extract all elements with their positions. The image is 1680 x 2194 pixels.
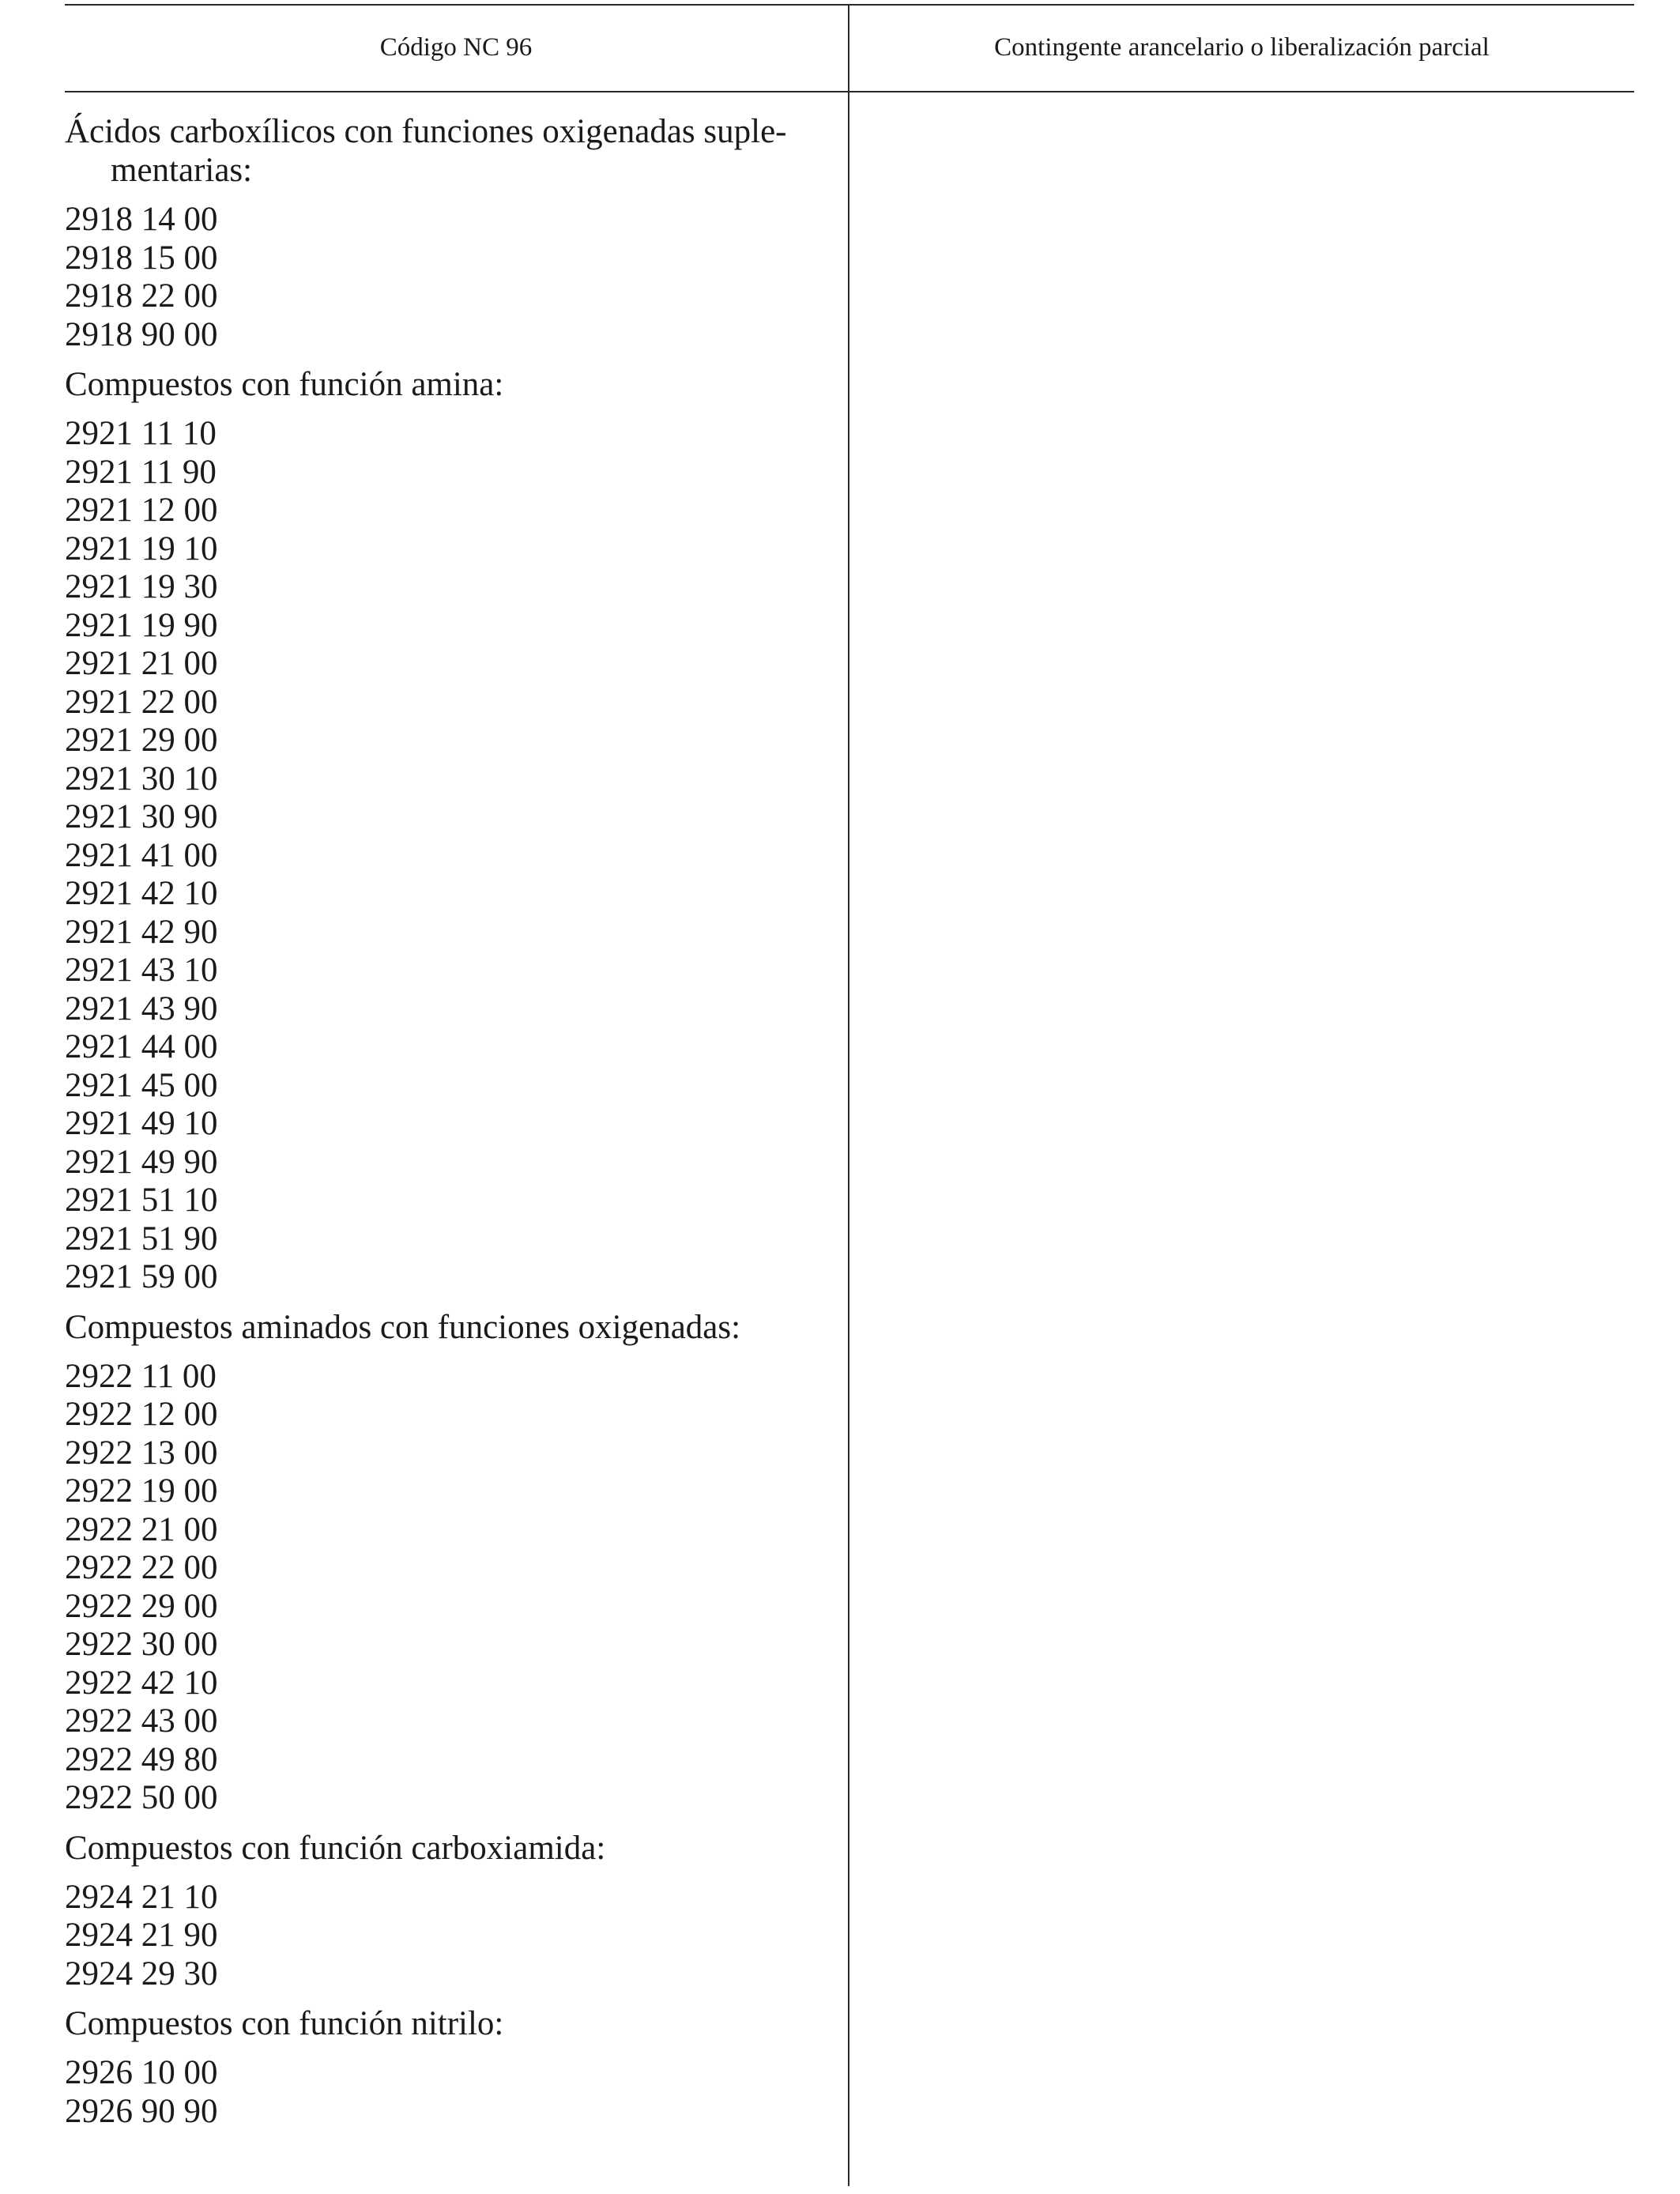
code-item: 2926 90 90	[65, 2092, 218, 2130]
section-title: Compuestos con función nitrilo:	[65, 2005, 504, 2042]
code-item: 2921 30 10	[65, 760, 218, 797]
code-item: 2918 90 00	[65, 315, 218, 353]
section-aminated-oxygenated	[65, 1308, 839, 1818]
code-item: 2922 21 00	[65, 1510, 218, 1548]
code-item: 2922 50 00	[65, 1779, 218, 1816]
header-code-label: Código NC 96	[379, 33, 533, 62]
code-item: 2921 45 00	[65, 1066, 218, 1104]
section-title: Compuestos con función amina:	[65, 366, 504, 403]
code-item: 2921 49 10	[65, 1105, 218, 1142]
column-divider	[848, 5, 849, 2186]
section-carboxamide	[65, 1829, 839, 1994]
code-list	[65, 1879, 839, 1994]
code-item: 2921 19 30	[65, 568, 218, 605]
section-title: Compuestos aminados con funciones oxigenadas:	[65, 1308, 741, 1346]
section-amine-compounds	[65, 365, 839, 1297]
code-item: 2921 19 10	[65, 530, 218, 567]
code-item: 2922 49 80	[65, 1740, 218, 1778]
header-quota-column	[849, 5, 1634, 91]
code-item: 2922 29 00	[65, 1587, 218, 1625]
code-item: 2926 10 00	[65, 2054, 218, 2091]
code-item: 2921 29 00	[65, 722, 218, 759]
code-item: 2921 44 00	[65, 1028, 218, 1065]
code-item: 2921 51 10	[65, 1182, 218, 1219]
section-nitrile	[65, 2004, 839, 2131]
code-item: 2921 41 00	[65, 836, 218, 874]
table-header-rule	[65, 91, 1634, 92]
code-column	[65, 112, 839, 2142]
code-item: 2924 29 30	[65, 1955, 218, 1992]
code-item: 2921 30 90	[65, 798, 218, 835]
code-list	[65, 201, 839, 354]
code-item: 2921 59 00	[65, 1258, 218, 1295]
code-item: 2922 43 00	[65, 1702, 218, 1740]
code-list	[65, 1358, 839, 1818]
section-title: Ácidos carboxílicos con funciones oxigenadas suple-mentarias:	[65, 113, 787, 189]
code-item: 2921 19 90	[65, 606, 218, 644]
code-item: 2918 14 00	[65, 201, 218, 238]
code-item: 2922 13 00	[65, 1434, 218, 1472]
code-item: 2918 15 00	[65, 239, 218, 277]
code-item: 2921 43 90	[65, 990, 218, 1027]
code-item: 2922 42 10	[65, 1664, 218, 1702]
code-item: 2921 51 90	[65, 1220, 218, 1257]
code-item: 2921 22 00	[65, 683, 218, 721]
header-code-column	[65, 5, 847, 91]
code-item: 2921 11 90	[65, 453, 217, 491]
code-item: 2922 30 00	[65, 1626, 218, 1663]
code-item: 2921 12 00	[65, 492, 218, 529]
code-item: 2922 19 00	[65, 1472, 218, 1510]
code-item: 2922 11 00	[65, 1357, 217, 1395]
code-list	[65, 415, 839, 1297]
code-item: 2921 49 90	[65, 1143, 218, 1181]
code-item: 2921 43 10	[65, 952, 218, 989]
section-title: Compuestos con función carboxiamida:	[65, 1829, 606, 1867]
code-item: 2924 21 10	[65, 1878, 218, 1916]
section-carboxylic-acids	[65, 112, 839, 354]
code-item: 2922 22 00	[65, 1549, 218, 1586]
code-item: 2921 11 10	[65, 415, 217, 452]
code-item: 2921 42 10	[65, 875, 218, 912]
code-item: 2918 22 00	[65, 277, 218, 315]
code-item: 2921 42 90	[65, 913, 218, 951]
code-item: 2922 12 00	[65, 1396, 218, 1433]
code-list	[65, 2054, 839, 2131]
header-quota-label: Contingente arancelario o liberalización parcial	[994, 33, 1490, 62]
code-item: 2924 21 90	[65, 1917, 218, 1954]
code-item: 2921 21 00	[65, 645, 218, 682]
